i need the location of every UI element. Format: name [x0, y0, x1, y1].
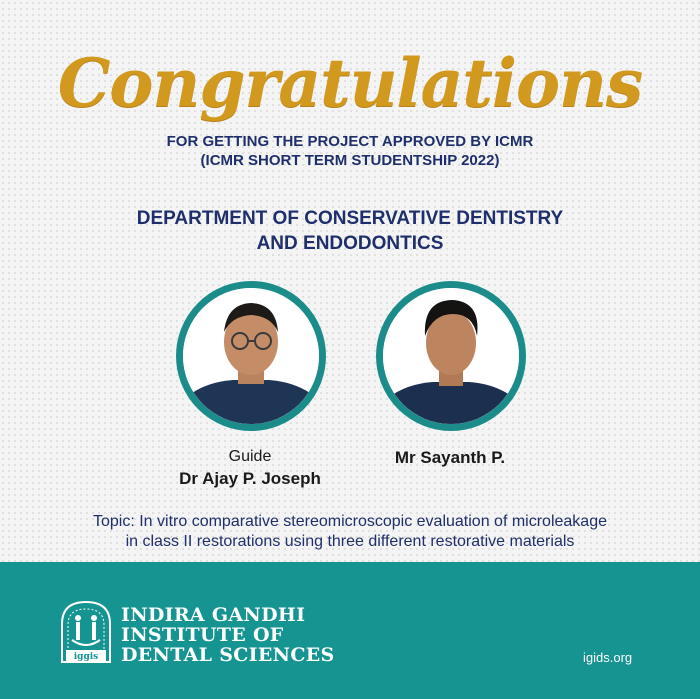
topic-line-1: Topic: In vitro comparative stereomicroscopic evaluation of microleakage [92, 513, 607, 530]
svg-text:iggis: iggis [73, 652, 99, 662]
guide-name: Dr Ajay P. Joseph [179, 469, 321, 488]
institute-logo [58, 598, 114, 664]
institute-name-line-2: INSTITUTE OF [121, 624, 284, 646]
student-name: Mr Sayanth P. [394, 448, 506, 467]
student-photo [376, 281, 526, 431]
institute-name-line-1: INDIRA GANDHI [121, 604, 306, 626]
topic-line-2: in class II restorations using three different restorative materials [125, 533, 575, 550]
guide-photo [176, 281, 326, 431]
congratulations-heading: Congratulations [57, 44, 643, 122]
approval-line: FOR GETTING THE PROJECT APPROVED BY ICMR [166, 133, 534, 150]
website-link[interactable]: igids.org [583, 650, 633, 665]
institute-name-line-3: DENTAL SCIENCES [121, 644, 335, 666]
department-line-1: DEPARTMENT OF CONSERVATIVE DENTISTRY [136, 208, 564, 229]
studentship-line: (ICMR SHORT TERM STUDENTSHIP 2022) [200, 152, 500, 169]
department-line-2: AND ENDODONTICS [256, 233, 444, 254]
guide-label: Guide [228, 448, 272, 465]
